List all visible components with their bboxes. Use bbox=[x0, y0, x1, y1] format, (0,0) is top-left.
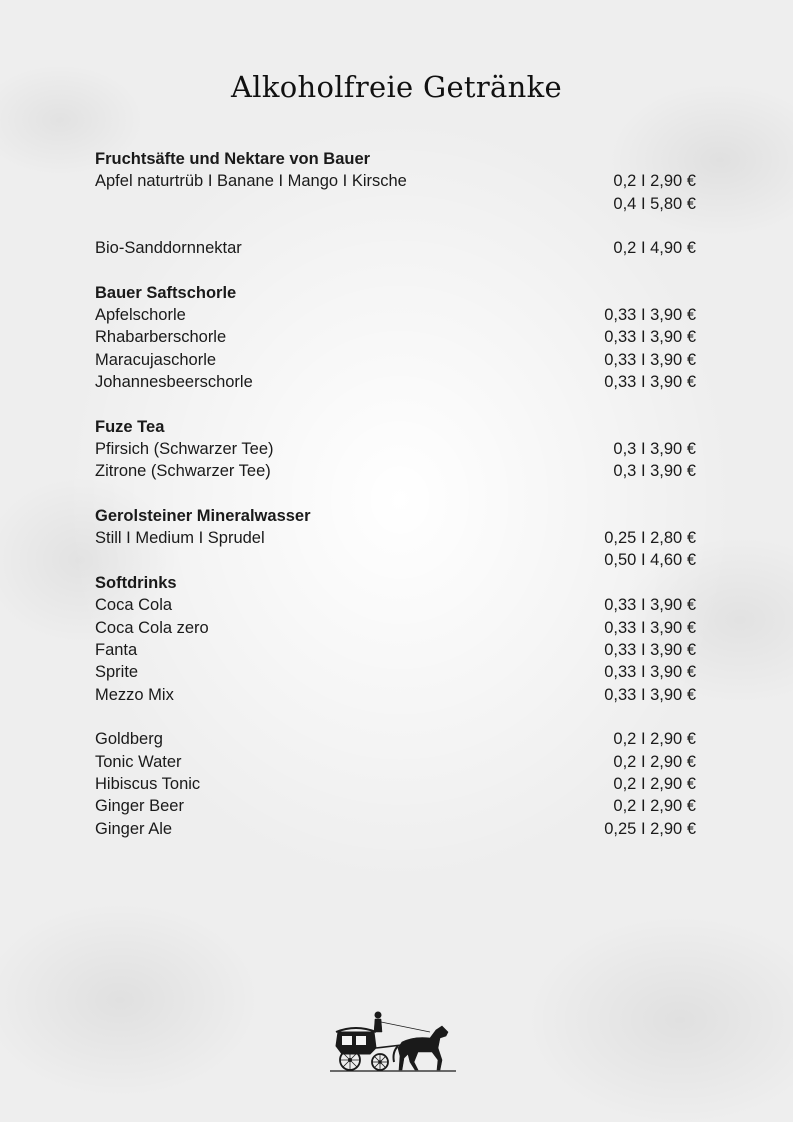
list-item bbox=[95, 237, 696, 259]
item-price: 0,33 I 3,90 € bbox=[604, 641, 696, 660]
section-fuze-tea bbox=[95, 416, 696, 483]
item-name: Pfirsich (Schwarzer Tee) bbox=[95, 439, 274, 458]
item-name: Coca Cola bbox=[95, 596, 173, 615]
section-heading: Fuze Tea bbox=[95, 417, 165, 436]
item-price: 0,33 I 3,90 € bbox=[604, 305, 696, 324]
item-name: Bio-Sanddornnektar bbox=[95, 239, 242, 258]
list-item bbox=[95, 349, 696, 371]
item-name: Still I Medium I Sprudel bbox=[95, 529, 265, 548]
list-item bbox=[95, 751, 696, 773]
item-price: 0,2 I 2,90 € bbox=[613, 752, 696, 771]
item-name: Hibiscus Tonic bbox=[95, 774, 201, 793]
item-price: 0,33 I 3,90 € bbox=[604, 663, 696, 682]
horse-carriage-icon bbox=[330, 1010, 456, 1074]
item-name: Fanta bbox=[95, 641, 138, 660]
section-sanddorn bbox=[95, 237, 696, 259]
item-price: 0,33 I 3,90 € bbox=[604, 373, 696, 392]
section-heading: Bauer Saftschorle bbox=[95, 283, 237, 302]
list-item bbox=[95, 326, 696, 348]
list-item bbox=[95, 617, 696, 639]
drinks-list bbox=[95, 148, 696, 840]
item-name: Ginger Beer bbox=[95, 797, 184, 816]
item-name: Zitrone (Schwarzer Tee) bbox=[95, 462, 271, 481]
item-name: Maracujaschorle bbox=[95, 350, 217, 369]
list-item bbox=[95, 795, 696, 817]
list-item bbox=[95, 304, 696, 326]
list-item bbox=[95, 594, 696, 616]
item-price: 0,2 I 4,90 € bbox=[613, 239, 696, 258]
section-fruchtsaefte bbox=[95, 148, 696, 215]
section-heading: Softdrinks bbox=[95, 573, 177, 592]
list-item bbox=[95, 639, 696, 661]
item-price: 0,3 I 3,90 € bbox=[613, 462, 696, 481]
item-price: 0,3 I 3,90 € bbox=[613, 439, 696, 458]
item-price: 0,33 I 3,90 € bbox=[604, 328, 696, 347]
list-item bbox=[95, 460, 696, 482]
section-heading: Fruchtsäfte und Nektare von Bauer bbox=[95, 150, 371, 168]
item-price: 0,2 I 2,90 € bbox=[613, 774, 696, 793]
item-price: 0,50 I 4,60 € bbox=[604, 551, 696, 570]
list-item bbox=[95, 818, 696, 840]
item-name: Tonic Water bbox=[95, 752, 182, 771]
item-price: 0,33 I 3,90 € bbox=[604, 618, 696, 637]
item-price: 0,33 I 3,90 € bbox=[604, 596, 696, 615]
item-name: Sprite bbox=[95, 663, 139, 682]
section-saftschorle bbox=[95, 282, 696, 394]
item-price: 0,25 I 2,90 € bbox=[604, 819, 696, 838]
item-price: 0,33 I 3,90 € bbox=[604, 685, 696, 704]
item-name: Rhabarberschorle bbox=[95, 328, 227, 347]
item-price: 0,2 I 2,90 € bbox=[613, 172, 696, 191]
item-price: 0,25 I 2,80 € bbox=[604, 529, 696, 548]
list-item bbox=[95, 527, 696, 549]
item-name: Coca Cola zero bbox=[95, 618, 209, 637]
list-item bbox=[95, 371, 696, 393]
list-item bbox=[95, 773, 696, 795]
item-price: 0,4 I 5,80 € bbox=[613, 194, 696, 213]
item-price: 0,2 I 2,90 € bbox=[613, 797, 696, 816]
item-name: Ginger Ale bbox=[95, 819, 173, 838]
item-name: Johannesbeerschorle bbox=[95, 373, 253, 392]
list-item bbox=[95, 170, 696, 192]
item-name: Apfel naturtrüb I Banane I Mango I Kirsche bbox=[95, 172, 407, 191]
section-heading: Gerolsteiner Mineralwasser bbox=[95, 506, 311, 525]
section-tonics bbox=[95, 728, 696, 840]
section-softdrinks bbox=[95, 572, 696, 706]
item-price: 0,33 I 3,90 € bbox=[604, 350, 696, 369]
list-item bbox=[95, 684, 696, 706]
section-mineralwasser bbox=[95, 505, 696, 572]
list-item bbox=[95, 661, 696, 683]
list-item bbox=[95, 728, 696, 750]
item-price: 0,2 I 2,90 € bbox=[613, 730, 696, 749]
item-name: Goldberg bbox=[95, 730, 163, 749]
item-name: Apfelschorle bbox=[95, 305, 186, 324]
item-name: Mezzo Mix bbox=[95, 685, 174, 704]
list-item bbox=[95, 193, 696, 215]
page-title: Alkoholfreie Getränke bbox=[231, 70, 562, 104]
list-item bbox=[95, 438, 696, 460]
list-item bbox=[95, 549, 696, 571]
